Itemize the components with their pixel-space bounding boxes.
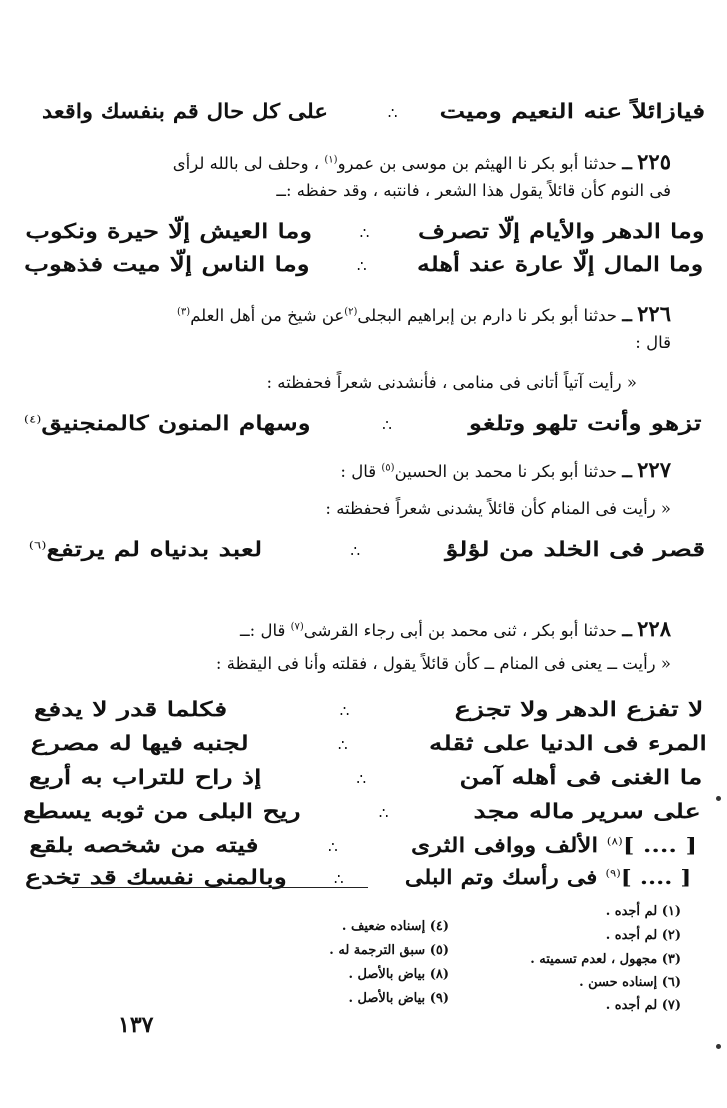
scan-speck — [716, 1044, 721, 1049]
verse-hemistich-first: ما الغنى فى أهله آمن — [459, 765, 703, 789]
entry-dash: ــ — [622, 306, 632, 325]
entry-dash: ــ — [622, 154, 632, 173]
entry-text: قال :ــ — [239, 621, 286, 640]
footnote: (٣) مجهول ، لعدم تسميته . — [530, 952, 681, 967]
verse-hemistich-first: قصر فى الخلد من لؤلؤ — [444, 537, 705, 561]
verse-separator: ∴ — [338, 736, 348, 754]
footnote-ref: (١) — [324, 154, 338, 166]
verse-separator: ∴ — [334, 870, 344, 888]
verse-hemistich-first: على سرير ماله مجد — [473, 799, 701, 823]
verse-hemistich-first — [411, 834, 697, 857]
verse-hemistich-second: وما الناس إلّا ميت فذهوب — [24, 252, 310, 276]
footnote: (٥) سبق الترجمة له . — [329, 943, 449, 958]
entry-text: عن شيخ من أهل العلم — [190, 306, 345, 325]
verse-separator: ∴ — [382, 416, 392, 434]
entry-number: ٢٢٨ — [637, 616, 671, 641]
verse-separator: ∴ — [359, 224, 370, 242]
verse-line — [24, 252, 703, 276]
page-number: ١٣٧ — [118, 1012, 154, 1038]
verse-separator: ∴ — [339, 702, 350, 720]
verse-line — [33, 697, 704, 721]
verse-hemistich-second: إذ راح للتراب به أربع — [28, 765, 262, 789]
footnote: (٢) لم أجده . — [605, 928, 681, 943]
verse-line — [28, 537, 705, 561]
verse-hemistich-second: لجنبه فيها له مصرع — [30, 731, 249, 755]
footnote: (٤) إسناده ضعيف . — [341, 919, 449, 934]
verse-hemistich-second: ريح البلى من ثوبه يسطع — [23, 799, 301, 823]
lacuna-mark: [ .... ] — [620, 865, 692, 889]
verse-text: الألف ووافى الثرى — [410, 833, 599, 857]
entry-text: حدثنا أبو بكر نا محمد بن الحسين — [394, 462, 617, 481]
entry-227-line-1 — [59, 458, 671, 482]
entry-dash: ــ — [622, 462, 632, 481]
footnote-ref: (٨) — [606, 836, 623, 848]
verse-line — [23, 799, 701, 823]
footnote-ref: (٤) — [23, 414, 42, 426]
footnote-ref: (٦) — [28, 540, 47, 552]
verse-hemistich-second: فكلما قدر لا يدفع — [33, 697, 228, 721]
verse-hemistich-first: المرء فى الدنيا على ثقله — [429, 731, 708, 755]
footnote-ref: (٢) — [344, 306, 358, 318]
verse-hemistich-first: فيازائلاً عنه النعيم وميت — [439, 99, 706, 123]
entry-text: حدثنا أبو بكر ، ثنى محمد بن أبى رجاء القرشى — [303, 621, 617, 640]
verse-line — [23, 411, 702, 435]
verse-text: فى رأسك وتم البلى — [404, 865, 598, 889]
verse-line — [28, 765, 703, 789]
lacuna-mark: [ .... ] — [622, 833, 697, 857]
footnote-ref: (٩) — [605, 868, 621, 880]
footnote: (٩) بياض بالأصل . — [348, 991, 449, 1006]
footnote: (٦) إسناده حسن . — [579, 975, 681, 990]
footnote-rule — [72, 887, 368, 888]
entry-226-line-3: « رأيت آتياً أتانى فى منامى ، فأنشدنى شعراً فحفظته : — [266, 373, 637, 392]
footnote: (١) لم أجده . — [605, 904, 681, 919]
entry-text: ، وحلف لى بالله لرأى — [172, 154, 320, 173]
verse-separator: ∴ — [328, 838, 338, 856]
verse-line — [30, 731, 708, 755]
verse-line — [25, 865, 692, 889]
verse-hemistich-second: وبالمنى نفسك قد تخدع — [25, 865, 287, 889]
entry-dash: ــ — [622, 621, 632, 640]
verse-hemistich-first: وما المال إلّا عارة عند أهله — [416, 252, 703, 276]
entry-225-line-1 — [59, 150, 671, 174]
footnote-ref: (٥) — [381, 462, 395, 474]
verse-separator: ∴ — [356, 257, 367, 275]
verse-line — [42, 99, 706, 123]
entry-227-line-2: « رأيت فى المنام كأن قائلاً يشدنى شعراً فحفظته : — [325, 499, 671, 518]
entry-text: قال : — [340, 462, 377, 481]
entry-number: ٢٢٧ — [637, 457, 671, 482]
verse-hemistich-second: على كل حال قم بنفسك واقعد — [42, 99, 328, 123]
verse-hemistich-first: تزهو وأنت تلهو وتلغو — [468, 411, 702, 435]
verse-separator: ∴ — [387, 104, 398, 122]
verse-line — [29, 833, 697, 857]
verse-separator: ∴ — [378, 804, 389, 822]
verse-hemistich-first — [405, 866, 691, 889]
scan-speck — [716, 796, 721, 801]
verse-text: وسهام المنون كالمنجنيق — [41, 411, 311, 435]
verse-hemistich-first: وما الدهر والأيام إلّا تصرف — [417, 219, 705, 243]
entry-225-line-2: فى النوم كأن قائلاً يقول هذا الشعر ، فانتبه ، وقد حفظه :ــ — [276, 181, 671, 200]
footnote-ref: (٣) — [177, 306, 191, 318]
verse-separator: ∴ — [350, 542, 360, 560]
entry-226-line-1 — [59, 302, 671, 326]
entry-number: ٢٢٦ — [637, 301, 671, 326]
verse-text: لعبد بدنياه لم يرتفع — [46, 537, 263, 561]
entry-text: حدثنا أبو بكر نا دارم بن إبراهيم البجلى — [357, 306, 617, 325]
footnote: (٨) بياض بالأصل . — [348, 967, 449, 982]
verse-line — [25, 219, 705, 243]
footnote: (٧) لم أجده . — [605, 998, 681, 1013]
entry-number: ٢٢٥ — [637, 149, 671, 174]
verse-separator: ∴ — [356, 770, 367, 788]
entry-228-line-2: « رأيت ــ يعنى فى المنام ــ كأن قائلاً يقول ، فقلته وأنا فى اليقظة : — [215, 654, 671, 673]
entry-text: حدثنا أبو بكر نا الهيثم بن موسى بن عمرو — [337, 154, 617, 173]
entry-226-line-2: قال : — [635, 333, 671, 352]
verse-hemistich-second — [29, 538, 262, 561]
verse-hemistich-second: فيته من شخصه بلقع — [29, 833, 259, 857]
footnote-ref: (٧) — [290, 621, 304, 633]
verse-hemistich-second — [24, 412, 311, 435]
verse-hemistich-second: وما العيش إلّا حيرة ونكوب — [25, 219, 313, 243]
verse-hemistich-first: لا تفزع الدهر ولا تجزع — [454, 697, 704, 721]
entry-228-line-1 — [59, 617, 671, 641]
